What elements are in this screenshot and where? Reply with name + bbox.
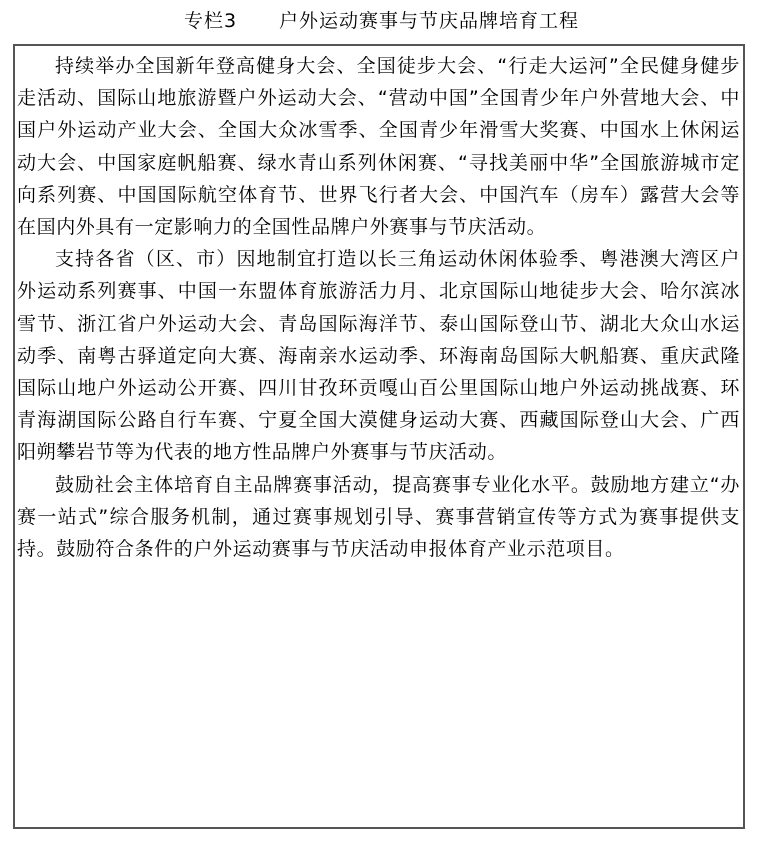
paragraph-encouragement: 鼓励社会主体培育自主品牌赛事活动，提高赛事专业化水平。鼓励地方建立“办赛一站式”综合服务机制，通过赛事规划引导、赛事营销宣传等方式为赛事提供支持。鼓励符合条件的户外运动赛事与节庆活动申报体育产业示范项目。 — [17, 473, 740, 561]
box-title — [0, 8, 763, 34]
content-box — [13, 44, 745, 829]
box-label: 专栏3 — [183, 10, 238, 32]
box-heading: 户外运动赛事与节庆品牌培育工程 — [279, 10, 580, 32]
paragraph-national-events: 持续举办全国新年登高健身大会、全国徒步大会、“行走大运河”全民健身健步走活动、国际山地旅游暨户外运动大会、“营动中国”全国青少年户外营地大会、中国户外运动产业大会、全国大众冰雪季、全国青少年滑雪大奖赛、中国水上休闲运动大会、中国家庭帆船赛、绿水青山系列休闲赛、“寻找美丽中华”全国旅游城市定向系列赛、中国国际航空体育节、世界飞行者大会、中国汽车（房车）露营大会等在国内外具有一定影响力的全国性品牌户外赛事与节庆活动。 — [17, 55, 740, 239]
paragraph-local-events: 支持各省（区、市）因地制宜打造以长三角运动休闲体验季、粤港澳大湾区户外运动系列赛事、中国一东盟体育旅游活力月、北京国际山地徒步大会、哈尔滨冰雪节、浙江省户外运动大会、青岛国际海洋节、泰山国际登山节、湖北大众山水运动季、南粤古驿道定向大赛、海南亲水运动季、环海南岛国际大帆船赛、重庆武隆国际山地户外运动公开赛、四川甘孜环贡嘎山百公里国际山地户外运动挑战赛、环青海湖国际公路自行车赛、宁夏全国大漠健身运动大赛、西藏国际登山大会、广西阳朔攀岩节等为代表的地方性品牌户外赛事与节庆活动。 — [17, 248, 740, 464]
